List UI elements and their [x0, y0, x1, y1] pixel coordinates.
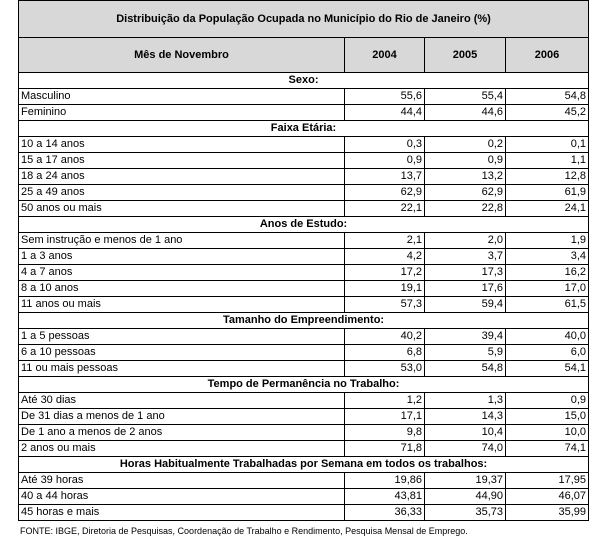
- value-cell: 0,2: [425, 137, 506, 153]
- value-cell: 19,86: [345, 473, 425, 489]
- table-row: [19, 249, 589, 265]
- value-cell: 17,0: [506, 281, 589, 297]
- row-label: Masculino: [19, 89, 345, 105]
- table-row: [19, 473, 589, 489]
- table-row: [19, 329, 589, 345]
- table-row: [19, 361, 589, 377]
- value-cell: 61,9: [506, 185, 589, 201]
- value-cell: 17,6: [425, 281, 506, 297]
- table-title: Distribuição da População Ocupada no Município do Rio de Janeiro (%): [19, 1, 589, 38]
- header-year-2004: 2004: [345, 38, 425, 73]
- row-label: Feminino: [19, 105, 345, 121]
- table-row: [19, 505, 589, 521]
- row-label: 18 a 24 anos: [19, 169, 345, 185]
- row-label: 40 a 44 horas: [19, 489, 345, 505]
- value-cell: 39,4: [425, 329, 506, 345]
- value-cell: 9,8: [345, 425, 425, 441]
- value-cell: 40,0: [506, 329, 589, 345]
- section-row: [19, 73, 589, 89]
- table-row: [19, 201, 589, 217]
- value-cell: 0,9: [345, 153, 425, 169]
- value-cell: 12,8: [506, 169, 589, 185]
- value-cell: 54,8: [425, 361, 506, 377]
- table-row: [19, 233, 589, 249]
- value-cell: 17,3: [425, 265, 506, 281]
- row-label: 50 anos ou mais: [19, 201, 345, 217]
- value-cell: 46,07: [506, 489, 589, 505]
- value-cell: 0,3: [345, 137, 425, 153]
- section-row: [19, 313, 589, 329]
- value-cell: 17,95: [506, 473, 589, 489]
- source-footnote: FONTE: IBGE, Diretoria de Pesquisas, Coordenação de Trabalho e Rendimento, Pesquisa Mensal de Emprego.: [20, 526, 468, 536]
- section-row: [19, 121, 589, 137]
- value-cell: 44,4: [345, 105, 425, 121]
- value-cell: 13,7: [345, 169, 425, 185]
- section-row: [19, 377, 589, 393]
- table-row: [19, 281, 589, 297]
- value-cell: 22,1: [345, 201, 425, 217]
- value-cell: 55,4: [425, 89, 506, 105]
- table-row: [19, 185, 589, 201]
- value-cell: 22,8: [425, 201, 506, 217]
- row-label: 8 a 10 anos: [19, 281, 345, 297]
- table-row: [19, 345, 589, 361]
- table-row: [19, 153, 589, 169]
- value-cell: 54,8: [506, 89, 589, 105]
- row-label: 25 a 49 anos: [19, 185, 345, 201]
- value-cell: 2,0: [425, 233, 506, 249]
- section-row: [19, 217, 589, 233]
- section-row: [19, 457, 589, 473]
- table-row: [19, 89, 589, 105]
- value-cell: 6,0: [506, 345, 589, 361]
- row-label: Sem instrução e menos de 1 ano: [19, 233, 345, 249]
- table-row: [19, 393, 589, 409]
- value-cell: 19,1: [345, 281, 425, 297]
- value-cell: 3,7: [425, 249, 506, 265]
- row-label: 45 horas e mais: [19, 505, 345, 521]
- value-cell: 5,9: [425, 345, 506, 361]
- row-label: De 1 ano a menos de 2 anos: [19, 425, 345, 441]
- value-cell: 0,1: [506, 137, 589, 153]
- row-label: 1 a 5 pessoas: [19, 329, 345, 345]
- row-label: 11 anos ou mais: [19, 297, 345, 313]
- row-label: 15 a 17 anos: [19, 153, 345, 169]
- header-row: [19, 38, 589, 73]
- value-cell: 2,1: [345, 233, 425, 249]
- value-cell: 0,9: [425, 153, 506, 169]
- row-label: 6 a 10 pessoas: [19, 345, 345, 361]
- table-row: [19, 441, 589, 457]
- header-year-2005: 2005: [425, 38, 506, 73]
- row-label: 1 a 3 anos: [19, 249, 345, 265]
- section-title: Tamanho do Empreendimento:: [19, 313, 589, 329]
- value-cell: 44,90: [425, 489, 506, 505]
- value-cell: 62,9: [425, 185, 506, 201]
- value-cell: 17,1: [345, 409, 425, 425]
- value-cell: 61,5: [506, 297, 589, 313]
- table-row: [19, 169, 589, 185]
- value-cell: 43,81: [345, 489, 425, 505]
- row-label: 2 anos ou mais: [19, 441, 345, 457]
- value-cell: 1,2: [345, 393, 425, 409]
- section-title: Horas Habitualmente Trabalhadas por Semana em todos os trabalhos:: [19, 457, 589, 473]
- table-row: [19, 489, 589, 505]
- row-label: 10 a 14 anos: [19, 137, 345, 153]
- value-cell: 1,1: [506, 153, 589, 169]
- section-title: Tempo de Permanência no Trabalho:: [19, 377, 589, 393]
- value-cell: 16,2: [506, 265, 589, 281]
- value-cell: 24,1: [506, 201, 589, 217]
- value-cell: 10,0: [506, 425, 589, 441]
- value-cell: 15,0: [506, 409, 589, 425]
- value-cell: 54,1: [506, 361, 589, 377]
- value-cell: 55,6: [345, 89, 425, 105]
- value-cell: 14,3: [425, 409, 506, 425]
- value-cell: 19,37: [425, 473, 506, 489]
- value-cell: 36,33: [345, 505, 425, 521]
- header-year-2006: 2006: [506, 38, 589, 73]
- row-label: Até 39 horas: [19, 473, 345, 489]
- value-cell: 17,2: [345, 265, 425, 281]
- section-title: Sexo:: [19, 73, 589, 89]
- row-label: 11 ou mais pessoas: [19, 361, 345, 377]
- table-row: [19, 409, 589, 425]
- value-cell: 1,3: [425, 393, 506, 409]
- value-cell: 13,2: [425, 169, 506, 185]
- value-cell: 44,6: [425, 105, 506, 121]
- header-month: Mês de Novembro: [19, 38, 345, 73]
- table-row: [19, 297, 589, 313]
- value-cell: 35,73: [425, 505, 506, 521]
- value-cell: 0,9: [506, 393, 589, 409]
- table-row: [19, 265, 589, 281]
- value-cell: 6,8: [345, 345, 425, 361]
- row-label: De 31 dias a menos de 1 ano: [19, 409, 345, 425]
- row-label: 4 a 7 anos: [19, 265, 345, 281]
- value-cell: 45,2: [506, 105, 589, 121]
- data-table: [18, 0, 589, 521]
- value-cell: 40,2: [345, 329, 425, 345]
- table-row: [19, 425, 589, 441]
- title-row: [19, 1, 589, 38]
- value-cell: 1,9: [506, 233, 589, 249]
- value-cell: 59,4: [425, 297, 506, 313]
- value-cell: 74,0: [425, 441, 506, 457]
- value-cell: 35,99: [506, 505, 589, 521]
- value-cell: 10,4: [425, 425, 506, 441]
- value-cell: 57,3: [345, 297, 425, 313]
- row-label: Até 30 dias: [19, 393, 345, 409]
- value-cell: 71,8: [345, 441, 425, 457]
- value-cell: 62,9: [345, 185, 425, 201]
- table-row: [19, 105, 589, 121]
- section-title: Anos de Estudo:: [19, 217, 589, 233]
- value-cell: 74,1: [506, 441, 589, 457]
- table-body: [19, 1, 589, 521]
- value-cell: 3,4: [506, 249, 589, 265]
- section-title: Faixa Etária:: [19, 121, 589, 137]
- value-cell: 4,2: [345, 249, 425, 265]
- table-row: [19, 137, 589, 153]
- value-cell: 53,0: [345, 361, 425, 377]
